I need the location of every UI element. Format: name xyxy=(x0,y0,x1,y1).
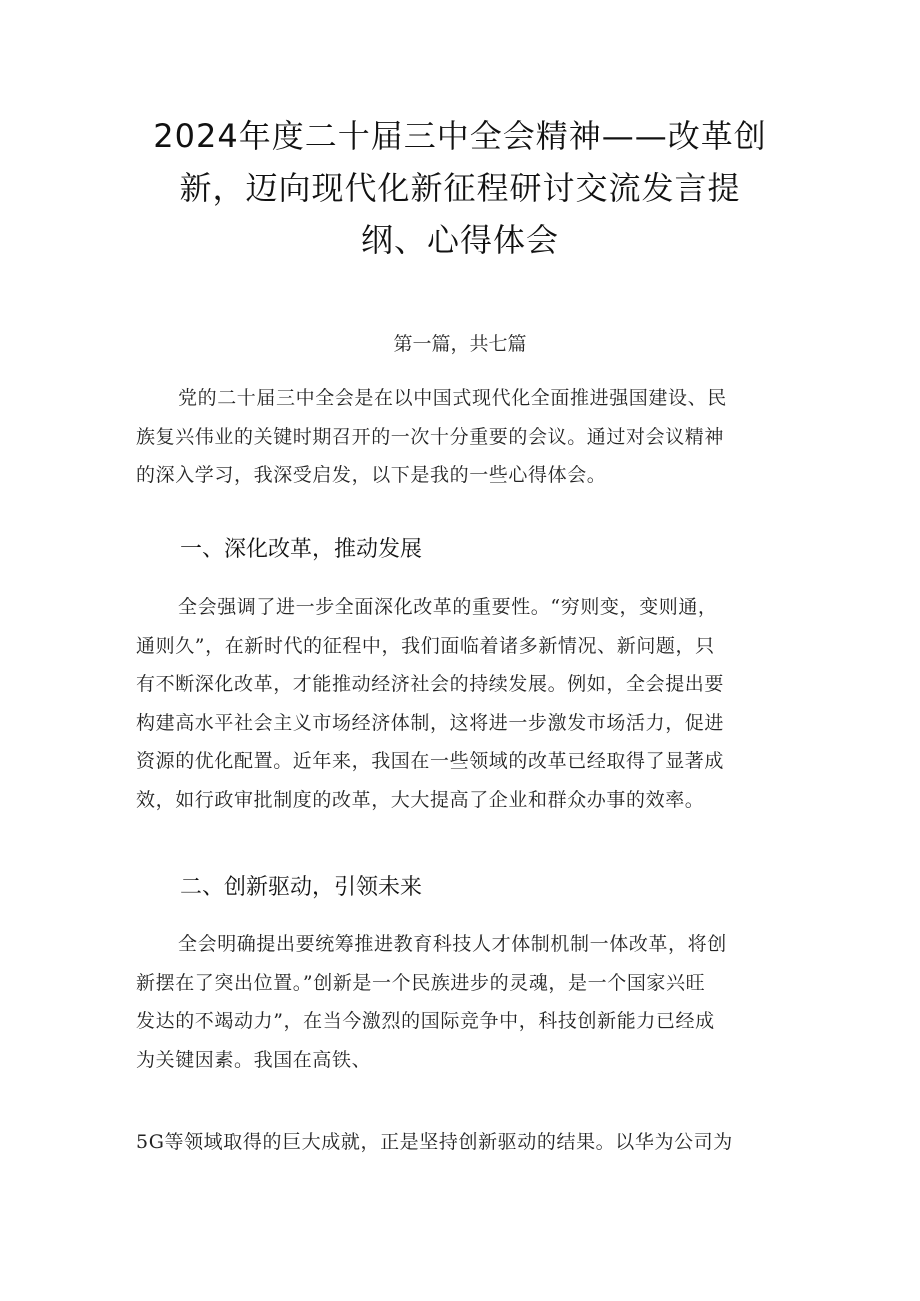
title-line: 2024年度二十届三中全会精神——改革创 xyxy=(153,117,767,155)
paragraph-line: 党的二十届三中全会是在以中国式现代化全面推进强国建设、民 xyxy=(178,387,727,409)
paragraph-line: 的深入学习，我深受启发，以下是我的一些心得体会。 xyxy=(136,464,607,486)
paragraph-line: 新摆在了突出位置。”创新是一个民族进步的灵魂，是一个国家兴旺 xyxy=(136,971,706,994)
paragraph-line: 发达的不竭动力”，在当今激烈的国际竞争中，科技创新能力已经成 xyxy=(136,1010,715,1032)
paragraph-line: 有不断深化改革，才能推动经济社会的持续发展。例如，全会提出要 xyxy=(136,673,725,695)
section1-paragraph xyxy=(136,588,796,819)
document-subtitle: 第一篇，共七篇 xyxy=(393,333,527,355)
paragraph-line: 效，如行政审批制度的改革，大大提高了企业和群众办事的效率。 xyxy=(136,788,705,811)
paragraph-line: 全会强调了进一步全面深化改革的重要性。“穷则变，变则通， xyxy=(178,596,718,618)
paragraph-line: 通则久”，在新时代的征程中，我们面临着诸多新情况、新问题，只 xyxy=(136,634,715,657)
section-heading: 二、创新驱动，引领未来 xyxy=(180,875,423,900)
paragraph-line: 为关键因素。我国在高铁、 xyxy=(136,1048,372,1071)
title-line: 新，迈向现代化新征程研讨交流发言提 xyxy=(179,169,741,207)
intro-paragraph xyxy=(136,379,796,495)
document-title xyxy=(120,110,800,266)
continuation-paragraph xyxy=(136,1123,796,1162)
title-line: 纲、心得体会 xyxy=(360,221,559,259)
paragraph-line: 构建高水平社会主义市场经济体制，这将进一步激发市场活力，促进 xyxy=(136,711,725,734)
section2-paragraph xyxy=(136,925,796,1079)
paragraph-line: 5G等领域取得的巨大成就，正是坚持创新驱动的结果。以华为公司为 xyxy=(136,1131,733,1153)
paragraph-line: 资源的优化配置。近年来，我国在一些领域的改革已经取得了显著成 xyxy=(136,750,725,772)
paragraph-line: 全会明确提出要统筹推进教育科技人才体制机制一体改革，将创 xyxy=(178,933,727,955)
section-heading: 一、深化改革，推动发展 xyxy=(180,537,423,562)
paragraph-line: 族复兴伟业的关键时期召开的一次十分重要的会议。通过对会议精神 xyxy=(136,425,725,448)
